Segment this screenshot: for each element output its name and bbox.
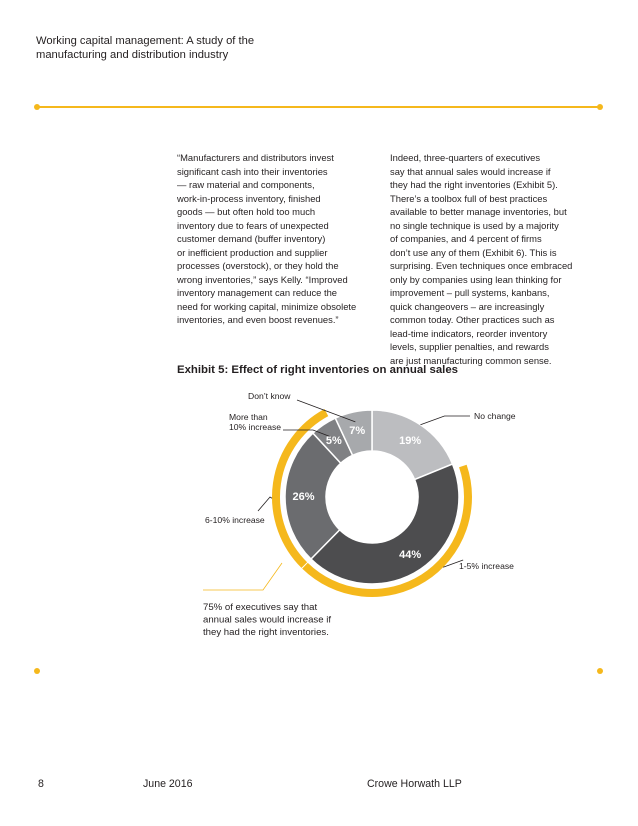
leader-dont-know	[297, 400, 355, 422]
left-column-line: inventory due to fears of unexpected	[177, 219, 329, 231]
right-column-line: quick changeovers – are increasingly	[390, 300, 545, 312]
right-column-line: say that annual sales would increase if	[390, 165, 551, 177]
left-column-line: “Manufacturers and distributors invest	[177, 152, 334, 163]
value-label-more-than-10-increase: 5%	[325, 435, 342, 448]
value-label-6-10-increase: 26%	[292, 490, 315, 503]
left-column-line: wrong inventories,” says Kelly. “Improved	[177, 273, 348, 285]
label-6-10-increase: 6-10% increase	[205, 515, 265, 525]
header-title-line-2: manufacturing and distribution industry	[36, 49, 229, 61]
left-column-line: goods — but often hold too much	[177, 206, 316, 217]
left-column-line: work-in-process inventory, finished	[177, 192, 321, 204]
bottom-left-dot	[34, 668, 40, 674]
right-column-line: no single technique is used by a majority	[390, 219, 559, 231]
label-no-change: No change	[474, 411, 516, 421]
left-column-line: inventory management can reduce the	[177, 287, 337, 298]
leader-6-10-increase	[258, 497, 272, 511]
right-column-line: lead-time indicators, reorder inventory	[390, 327, 548, 339]
right-column-line: Indeed, three-quarters of executives	[390, 152, 541, 163]
right-column-line: common today. Other practices such as	[390, 314, 555, 325]
leader-no-change	[420, 416, 470, 425]
header-title-line-1: Working capital management: A study of the	[36, 35, 255, 47]
label-more-than-10-line-2: 10% increase	[229, 422, 282, 432]
right-column-line: available to better manage inventories, but	[390, 206, 567, 217]
annotation-line: 75% of executives say that	[203, 602, 318, 613]
left-column-line: — raw material and components,	[177, 179, 315, 190]
left-column-line: inventories, and even boost revenues.”	[177, 314, 339, 325]
bottom-right-dot	[597, 668, 603, 674]
left-column-line: significant cash into their inventories	[177, 165, 328, 177]
right-column-line: are just manufacturing common sense.	[390, 354, 552, 366]
left-column-line: customer demand (buffer inventory)	[177, 233, 326, 244]
right-column-line: levels, supplier penalties, and rewards	[390, 341, 549, 352]
right-column-line: surprising. Even techniques once embraced	[390, 260, 573, 271]
footer-company: Crowe Horwath LLP	[367, 778, 462, 790]
annotation-leader	[203, 563, 282, 590]
right-column-line: they had the right inventories (Exhibit 5).	[390, 179, 558, 190]
value-label-1-5-increase: 44%	[399, 548, 422, 561]
right-column-line: don’t use any of them (Exhibit 6). This is	[390, 246, 557, 258]
annotation-line: they had the right inventories.	[203, 627, 329, 638]
footer-date: June 2016	[143, 778, 193, 790]
right-column-line: only by companies using lean thinking for	[390, 273, 562, 285]
exhibit-title: Exhibit 5: Effect of right inventories on annual sales	[177, 364, 459, 376]
right-column-line: of companies, and 4 percent of firms	[390, 233, 542, 244]
label-1-5-increase: 1-5% increase	[459, 561, 514, 571]
value-label-don-t-know: 7%	[349, 425, 366, 438]
label-dont-know: Don’t know	[248, 391, 291, 401]
right-column-line: There’s a toolbox full of best practices	[390, 192, 548, 204]
left-column-line: need for working capital, minimize obsolete	[177, 300, 357, 312]
value-label-no-change: 19%	[399, 435, 422, 448]
label-more-than-10-line-1: More than	[229, 412, 268, 422]
page-number: 8	[38, 778, 44, 790]
left-column-line: or inefficient production and supplier	[177, 246, 328, 258]
left-column-line: processes (overstock), or they hold the	[177, 260, 339, 271]
annotation-line: annual sales would increase if	[203, 614, 331, 626]
right-column-line: improvement – pull systems, kanbans,	[390, 287, 550, 298]
